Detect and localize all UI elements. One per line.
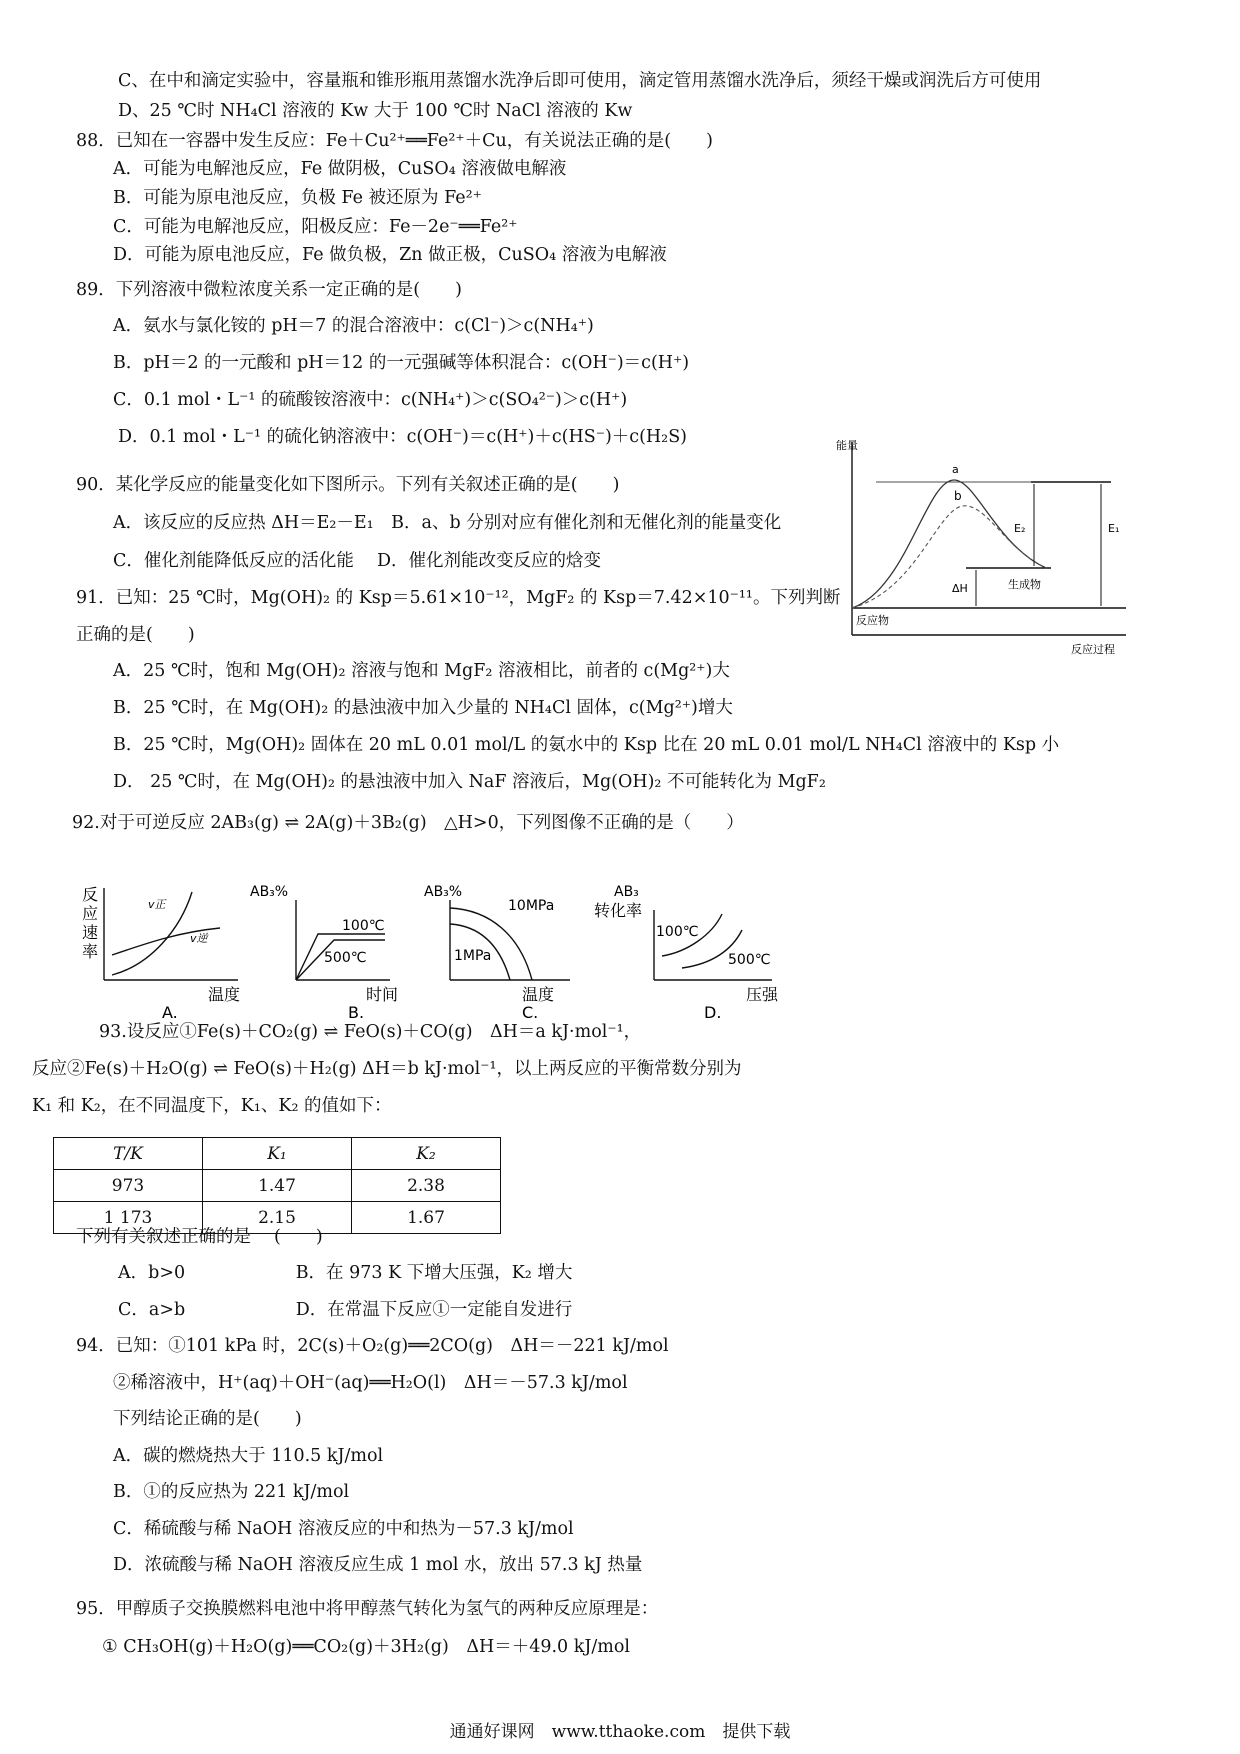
svg-text:100℃: 100℃	[656, 924, 699, 940]
svg-text:压强: 压强	[746, 985, 779, 1004]
text-line-q94a: A．碳的燃烧热大于 110.5 kJ/mol	[113, 1446, 384, 1466]
svg-text:温度: 温度	[522, 985, 555, 1004]
text-line-q88b: B．可能为原电池反应，负极 Fe 被还原为 Fe²⁺	[113, 188, 482, 208]
svg-text:反: 反	[82, 885, 99, 904]
text-line-q89: 89．下列溶液中微粒浓度关系一定正确的是( )	[76, 280, 462, 300]
svg-text:D.: D.	[704, 1003, 722, 1020]
text-line-q93c: K₁ 和 K₂，在不同温度下，K₁、K₂ 的值如下：	[32, 1096, 392, 1116]
text-line-q91b: 正确的是( )	[76, 625, 195, 645]
graph-92-c	[420, 880, 580, 1020]
table-cell: 1.67	[352, 1202, 501, 1234]
svg-text:500℃: 500℃	[324, 950, 367, 966]
text-line-q94d: D．浓硫酸与稀 NaOH 溶液反应生成 1 mol 水，放出 57.3 kJ 热量	[113, 1555, 643, 1575]
text-line-q88a: A．可能为电解池反应，Fe 做阴极，CuSO₄ 溶液做电解液	[113, 159, 567, 179]
text-line-q94b: ②稀溶液中，H⁺(aq)＋OH⁻(aq)══H₂O(l) ΔH＝－57.3 kJ/mol	[113, 1373, 628, 1393]
curve-b-label: b	[954, 489, 962, 503]
product-label: 生成物	[1008, 578, 1041, 591]
svg-text:应: 应	[82, 904, 99, 923]
text-line-q91: 91．已知：25 ℃时，Mg(OH)₂ 的 Ksp＝5.61×10⁻¹²，MgF₂ 的 Ksp＝7.42×10⁻¹¹。下列判断	[76, 588, 841, 608]
text-line-q89d: D．0.1 mol・L⁻¹ 的硫化钠溶液中：c(OH⁻)＝c(H⁺)＋c(HS⁻)＋c(H₂S)	[118, 427, 688, 447]
text-line-q94bb: B．①的反应热为 221 kJ/mol	[113, 1482, 350, 1502]
table-header: T/K	[54, 1138, 203, 1170]
text-line-q93b: 反应②Fe(s)＋H₂O(g) ⇌ FeO(s)＋H₂(g) ΔH＝b kJ·mol⁻¹，以上两反应的平衡常数分别为	[32, 1059, 742, 1079]
text-line-q93ab: A．b>0 B．在 973 K 下增大压强，K₂ 增大	[118, 1263, 573, 1283]
e2-label: E₂	[1014, 522, 1026, 535]
svg-text:1MPa: 1MPa	[454, 948, 492, 964]
svg-text:C.: C.	[522, 1003, 539, 1020]
text-line-q92: 92.对于可逆反应 2AB₃(g) ⇌ 2A(g)＋3B₂(g) △H>0，下列图像不正确的是（ ）	[72, 813, 744, 833]
svg-text:v正: v正	[148, 898, 166, 911]
svg-text:转化率: 转化率	[594, 901, 643, 920]
dh-label: ΔH	[952, 582, 968, 595]
text-line-q95: 95．甲醇质子交换膜燃料电池中将甲醇蒸气转化为氢气的两种反应原理是：	[76, 1599, 659, 1619]
text-line-l2: D、25 ℃时 NH₄Cl 溶液的 Kw 大于 100 ℃时 NaCl 溶液的 Kw	[118, 101, 633, 121]
text-line-q94cc: C．稀硫酸与稀 NaOH 溶液反应的中和热为－57.3 kJ/mol	[113, 1519, 574, 1539]
text-line-q89a: A．氨水与氯化铵的 pH＝7 的混合溶液中：c(Cl⁻)＞c(NH₄⁺)	[113, 316, 594, 336]
text-line-l1: C、在中和滴定实验中，容量瓶和锥形瓶用蒸馏水洗净后即可使用，滴定管用蒸馏水洗净后，须经干燥或润洗后方可使用	[118, 71, 1042, 91]
svg-text:速: 速	[82, 923, 99, 942]
text-line-q91d: D． 25 ℃时，在 Mg(OH)₂ 的悬浊液中加入 NaF 溶液后，Mg(OH)₂ 不可能转化为 MgF₂	[113, 772, 826, 792]
text-line-q88c: C．可能为电解池反应，阳极反应：Fe－2e⁻══Fe²⁺	[113, 217, 518, 237]
text-line-q93: 93.设反应①Fe(s)＋CO₂(g) ⇌ FeO(s)＋CO(g) ΔH＝a kJ·mol⁻¹，	[99, 1022, 642, 1042]
text-line-q88: 88．已知在一容器中发生反应：Fe＋Cu²⁺══Fe²⁺＋Cu，有关说法正确的是( )	[76, 131, 713, 151]
table-row	[54, 1202, 501, 1234]
svg-text:10MPa: 10MPa	[508, 898, 555, 914]
table-cell: 973	[54, 1170, 203, 1202]
page-footer: 通通好课网 www.tthaoke.com 提供下载	[449, 1722, 791, 1742]
svg-text:100℃: 100℃	[342, 918, 385, 934]
energy-x-label: 反应过程	[1071, 643, 1115, 655]
e1-label: E₁	[1108, 522, 1120, 535]
text-line-q91a: A．25 ℃时，饱和 Mg(OH)₂ 溶液与饱和 MgF₂ 溶液相比，前者的 c(Mg²⁺)大	[113, 661, 730, 681]
table-header-row	[54, 1138, 501, 1170]
svg-text:A.: A.	[162, 1003, 178, 1020]
svg-text:B.: B.	[348, 1003, 365, 1020]
table-row	[54, 1170, 501, 1202]
text-line-q89c: C．0.1 mol・L⁻¹ 的硫酸铵溶液中：c(NH₄⁺)＞c(SO₄²⁻)＞c(H⁺)	[113, 390, 628, 410]
text-line-q91c: B．25 ℃时，Mg(OH)₂ 固体在 20 mL 0.01 mol/L 的氨水中的 Ksp 比在 20 mL 0.01 mol/L NH₄Cl 溶液中的 Ksp 小	[113, 735, 1060, 755]
text-line-q94: 94．已知：①101 kPa 时，2C(s)＋O₂(g)══2CO(g) ΔH＝－221 kJ/mol	[76, 1336, 669, 1356]
svg-text:AB₃%: AB₃%	[424, 884, 463, 900]
graph-92-d	[592, 880, 792, 1020]
svg-text:v逆: v逆	[190, 932, 208, 945]
reactant-label: 反应物	[856, 614, 889, 627]
svg-text:温度: 温度	[208, 985, 241, 1004]
svg-text:500℃: 500℃	[728, 952, 771, 968]
svg-text:AB₃%: AB₃%	[250, 884, 289, 900]
table-header: K₂	[352, 1138, 501, 1170]
table-cell: 2.15	[203, 1202, 352, 1234]
text-line-q90cd: C．催化剂能降低反应的活化能 D．催化剂能改变反应的焓变	[113, 551, 601, 571]
svg-text:率: 率	[82, 942, 99, 961]
graph-92-b	[250, 880, 400, 1020]
table-cell: 1 173	[54, 1202, 203, 1234]
energy-diagram	[836, 440, 1136, 655]
energy-y-label: 能量	[836, 440, 858, 452]
text-line-q88d: D．可能为原电池反应，Fe 做负极，Zn 做正极，CuSO₄ 溶液为电解液	[113, 245, 667, 265]
table-header: K₁	[203, 1138, 352, 1170]
text-line-q93cd: C．a>b D．在常温下反应①一定能自发进行	[118, 1300, 573, 1320]
svg-text:时间: 时间	[365, 985, 399, 1004]
text-line-q91bb: B．25 ℃时，在 Mg(OH)₂ 的悬浊液中加入少量的 NH₄Cl 固体，c(Mg²⁺)增大	[113, 698, 733, 718]
table-cell: 2.38	[352, 1170, 501, 1202]
text-line-q90ab: A．该反应的反应热 ΔH＝E₂－E₁ B．a、b 分别对应有催化剂和无催化剂的能量变化	[113, 513, 782, 533]
text-line-q89b: B．pH＝2 的一元酸和 pH＝12 的一元强碱等体积混合：c(OH⁻)＝c(H⁺)	[113, 353, 690, 373]
svg-text:AB₃: AB₃	[614, 884, 639, 900]
curve-a-label: a	[952, 463, 959, 476]
graph-92-a	[80, 880, 250, 1020]
table-cell: 1.47	[203, 1170, 352, 1202]
text-line-q94c: 下列结论正确的是( )	[113, 1409, 302, 1429]
text-line-q93q: 下列有关叙述正确的是 ( )	[76, 1227, 323, 1247]
text-line-q90: 90．某化学反应的能量变化如下图所示。下列有关叙述正确的是( )	[76, 475, 620, 495]
text-line-q95a: ① CH₃OH(g)＋H₂O(g)══CO₂(g)＋3H₂(g) ΔH＝＋49.0 kJ/mol	[102, 1637, 630, 1657]
k-values-table	[53, 1137, 501, 1234]
